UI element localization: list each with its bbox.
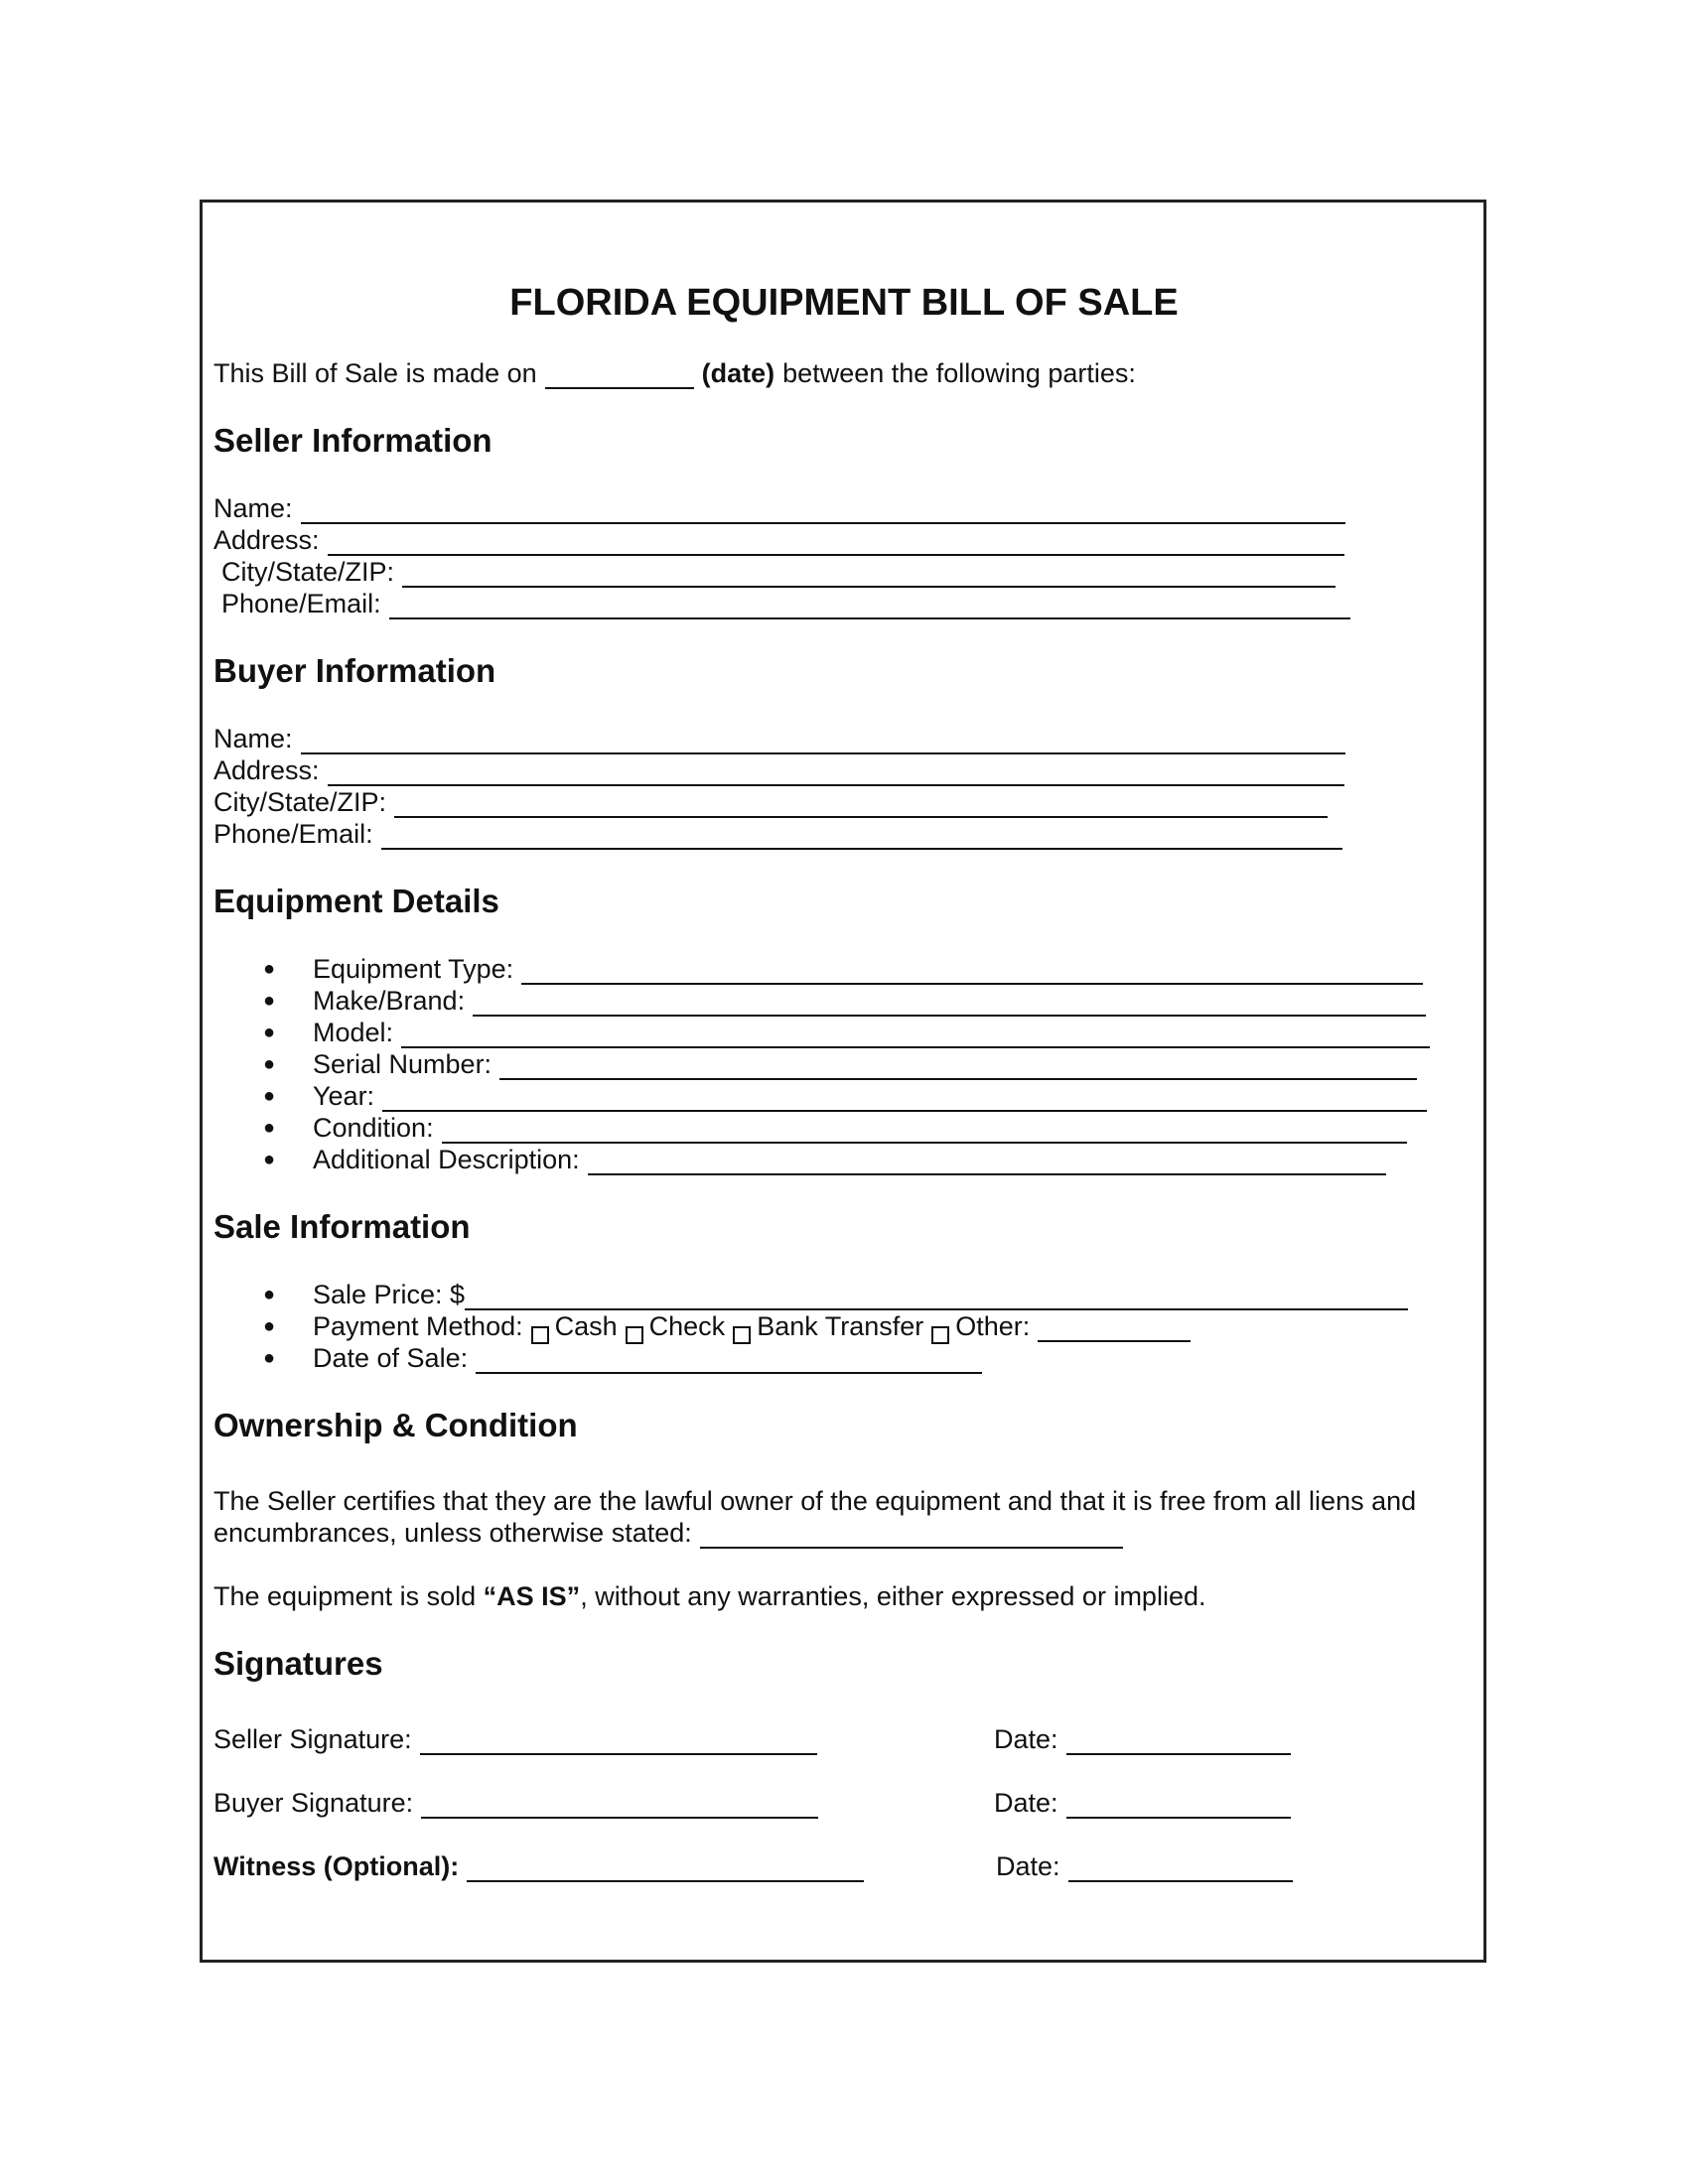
as-is-before: The equipment is sold bbox=[213, 1581, 484, 1611]
seller-contact-field[interactable] bbox=[389, 594, 1350, 619]
buyer-address-label: Address: bbox=[213, 755, 320, 785]
buyer-address-field[interactable] bbox=[328, 760, 1344, 786]
buyer-signature-label: Buyer Signature: bbox=[213, 1788, 414, 1818]
bank-transfer-label: Bank Transfer bbox=[757, 1311, 924, 1341]
buyer-date-row bbox=[994, 1787, 1291, 1819]
description-field[interactable] bbox=[588, 1150, 1386, 1175]
intro-date-label: (date) bbox=[701, 358, 775, 388]
make-label: Make/Brand: bbox=[313, 986, 466, 1016]
equipment-type-label: Equipment Type: bbox=[313, 954, 514, 984]
buyer-city-field[interactable] bbox=[394, 792, 1328, 818]
ownership-text-line1: The Seller certifies that they are the lawful owner of the equipment and that it is free from all liens and bbox=[213, 1486, 1417, 1516]
condition-label: Condition: bbox=[313, 1113, 434, 1143]
bullet-icon: ● bbox=[263, 1315, 276, 1337]
seller-date-field[interactable] bbox=[1066, 1729, 1291, 1755]
bullet-icon: ● bbox=[263, 1284, 276, 1305]
bullet-icon: ● bbox=[263, 958, 276, 980]
description-row bbox=[313, 1144, 1386, 1175]
seller-name-row bbox=[213, 492, 1345, 524]
intro-before: This Bill of Sale is made on bbox=[213, 358, 537, 388]
seller-address-label: Address: bbox=[213, 525, 320, 555]
buyer-signature-row bbox=[213, 1787, 818, 1819]
ownership-heading: Ownership & Condition bbox=[213, 1407, 578, 1443]
seller-signature-row bbox=[213, 1723, 817, 1755]
sale-heading: Sale Information bbox=[213, 1208, 471, 1245]
condition-row bbox=[313, 1112, 1407, 1144]
year-row bbox=[313, 1080, 1427, 1112]
as-is-after: , without any warranties, either expressed or implied. bbox=[580, 1581, 1206, 1611]
witness-signature-label: Witness (Optional): bbox=[213, 1851, 460, 1881]
buyer-contact-row bbox=[213, 818, 1342, 850]
bullet-icon: ● bbox=[263, 1022, 276, 1043]
serial-row bbox=[313, 1048, 1417, 1080]
cash-label: Cash bbox=[554, 1311, 618, 1341]
bullet-icon: ● bbox=[263, 1347, 276, 1369]
sale-date-row bbox=[313, 1342, 982, 1374]
seller-name-label: Name: bbox=[213, 493, 293, 523]
intro-after: between the following parties: bbox=[782, 358, 1136, 388]
other-label: Other: bbox=[955, 1311, 1031, 1341]
bullet-icon: ● bbox=[263, 990, 276, 1012]
intro-line bbox=[213, 357, 1136, 389]
signatures-heading: Signatures bbox=[213, 1645, 383, 1682]
as-is-bold: “AS IS” bbox=[483, 1581, 581, 1611]
seller-signature-field[interactable] bbox=[420, 1729, 817, 1755]
witness-signature-field[interactable] bbox=[467, 1856, 864, 1882]
witness-signature-row bbox=[213, 1850, 864, 1882]
buyer-name-label: Name: bbox=[213, 724, 293, 753]
bullet-icon: ● bbox=[263, 1085, 276, 1107]
sale-price-field[interactable] bbox=[465, 1285, 1408, 1310]
buyer-contact-field[interactable] bbox=[381, 824, 1342, 850]
model-field[interactable] bbox=[401, 1023, 1430, 1048]
sale-price-label: Sale Price: $ bbox=[313, 1280, 466, 1309]
sale-date-field[interactable] bbox=[476, 1348, 982, 1374]
model-row bbox=[313, 1017, 1430, 1048]
year-label: Year: bbox=[313, 1081, 375, 1111]
ownership-text-line2: encumbrances, unless otherwise stated: bbox=[213, 1518, 692, 1548]
ownership-line2-row bbox=[213, 1517, 1123, 1549]
document-title: FLORIDA EQUIPMENT BILL OF SALE bbox=[509, 282, 1179, 324]
bullet-icon: ● bbox=[263, 1149, 276, 1170]
as-is-statement bbox=[213, 1580, 1205, 1612]
seller-date-row bbox=[994, 1723, 1291, 1755]
serial-field[interactable] bbox=[499, 1054, 1417, 1080]
bullet-icon: ● bbox=[263, 1053, 276, 1075]
seller-address-field[interactable] bbox=[328, 530, 1344, 556]
buyer-city-label: City/State/ZIP: bbox=[213, 787, 387, 817]
seller-heading: Seller Information bbox=[213, 422, 492, 459]
buyer-name-field[interactable] bbox=[301, 729, 1345, 754]
buyer-signature-field[interactable] bbox=[421, 1793, 818, 1819]
payment-label: Payment Method: bbox=[313, 1311, 523, 1341]
seller-contact-row bbox=[221, 588, 1350, 619]
seller-contact-label: Phone/Email: bbox=[221, 589, 381, 618]
other-field[interactable] bbox=[1038, 1316, 1191, 1342]
seller-signature-label: Seller Signature: bbox=[213, 1724, 412, 1754]
check-label: Check bbox=[648, 1311, 726, 1341]
equipment-type-field[interactable] bbox=[521, 959, 1423, 985]
condition-field[interactable] bbox=[442, 1118, 1407, 1144]
equipment-heading: Equipment Details bbox=[213, 883, 499, 919]
buyer-date-label: Date: bbox=[994, 1788, 1058, 1818]
seller-date-label: Date: bbox=[994, 1724, 1058, 1754]
sale-date-label: Date of Sale: bbox=[313, 1343, 469, 1373]
witness-date-row bbox=[996, 1850, 1293, 1882]
buyer-address-row bbox=[213, 754, 1344, 786]
equipment-type-row bbox=[313, 953, 1423, 985]
seller-city-row bbox=[221, 556, 1336, 588]
intro-date-field[interactable] bbox=[545, 363, 694, 389]
witness-date-field[interactable] bbox=[1068, 1856, 1293, 1882]
description-label: Additional Description: bbox=[313, 1145, 580, 1174]
seller-city-label: City/State/ZIP: bbox=[221, 557, 395, 587]
encumbrances-field[interactable] bbox=[700, 1523, 1123, 1549]
year-field[interactable] bbox=[382, 1086, 1427, 1112]
seller-name-field[interactable] bbox=[301, 498, 1345, 524]
serial-label: Serial Number: bbox=[313, 1049, 492, 1079]
witness-date-label: Date: bbox=[996, 1851, 1060, 1881]
make-field[interactable] bbox=[473, 991, 1426, 1017]
bullet-icon: ● bbox=[263, 1117, 276, 1139]
buyer-heading: Buyer Information bbox=[213, 652, 496, 689]
seller-address-row bbox=[213, 524, 1344, 556]
buyer-city-row bbox=[213, 786, 1328, 818]
payment-row bbox=[313, 1310, 1191, 1342]
model-label: Model: bbox=[313, 1018, 394, 1047]
buyer-name-row bbox=[213, 723, 1345, 754]
make-row bbox=[313, 985, 1426, 1017]
seller-city-field[interactable] bbox=[402, 562, 1336, 588]
buyer-date-field[interactable] bbox=[1066, 1793, 1291, 1819]
buyer-contact-label: Phone/Email: bbox=[213, 819, 373, 849]
sale-price-row bbox=[313, 1279, 1408, 1310]
